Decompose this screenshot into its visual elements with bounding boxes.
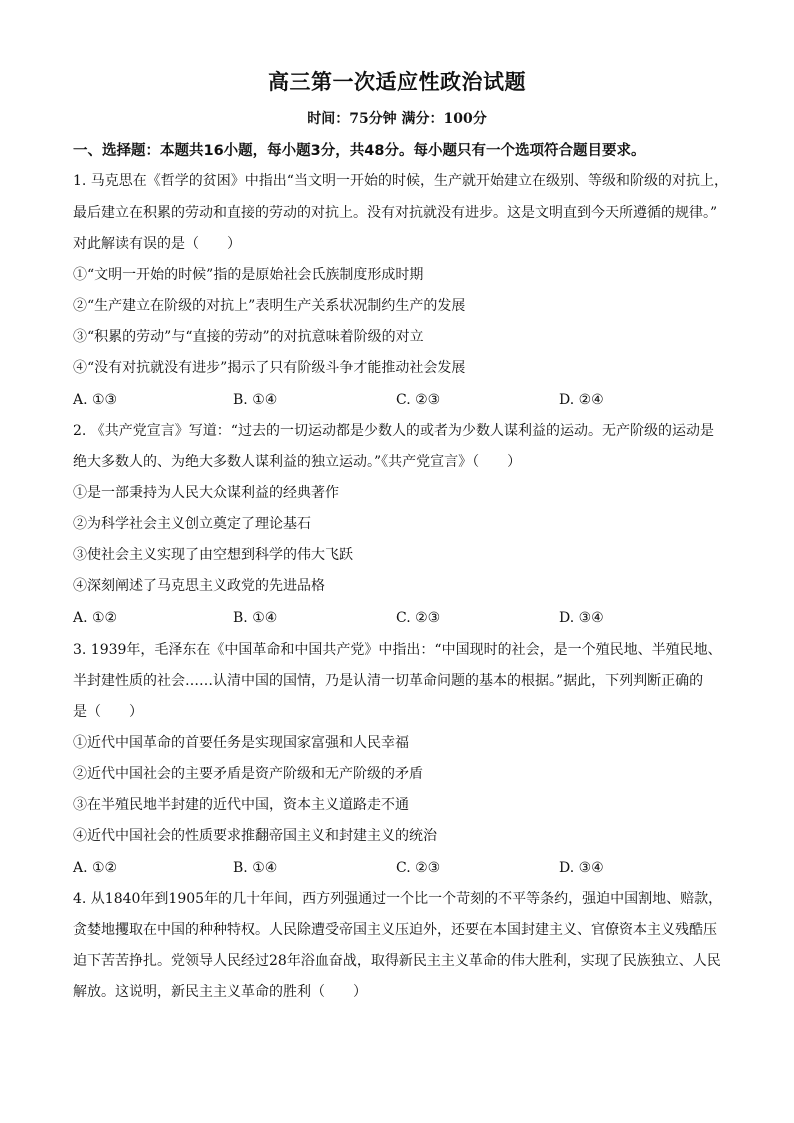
question-1-option-d[interactable]: D. ②④ [559, 392, 604, 408]
question-1-line: 1. 马克思在《哲学的贫困》中指出“当文明一开始的时候，生产就开始建立在级别、等级和阶级的对抗上， [73, 173, 728, 189]
question-2-statement: ④深刻阐述了马克思主义政党的先进品格 [73, 578, 325, 594]
page-title: 高三第一次适应性政治试题 [268, 70, 526, 94]
question-3-statement: ①近代中国革命的首要任务是实现国家富强和人民幸福 [73, 735, 409, 751]
question-3-line: 3. 1939年，毛泽东在《中国革命和中国共产党》中指出：“中国现时的社会，是一个殖民地、半殖民地、 [73, 642, 722, 658]
question-2-option-a[interactable]: A. ①② [73, 610, 118, 626]
question-1-option-a[interactable]: A. ①③ [73, 392, 118, 408]
question-3-option-a[interactable]: A. ①② [73, 860, 118, 876]
question-4-line: 解放。这说明，新民主主义革命的胜利（ ） [73, 984, 367, 1000]
question-2-statement: ③使社会主义实现了由空想到科学的伟大飞跃 [73, 547, 353, 563]
question-3-line: 半封建性质的社会……认清中国的国情，乃是认清一切革命问题的基本的根据。”据此，下列判断正确的 [73, 673, 704, 689]
question-4-line: 贪婪地攫取在中国的种种特权。人民除遭受帝国主义压迫外，还要在本国封建主义、官僚资本主义残酷压 [73, 922, 717, 938]
question-1-statement: ③“积累的劳动”与“直接的劳动”的对抗意味着阶级的对立 [73, 329, 424, 345]
question-3-statement: ④近代中国社会的性质要求推翻帝国主义和封建主义的统治 [73, 828, 437, 844]
question-2-line: 2. 《共产党宣言》写道：“过去的一切运动都是少数人的或者为少数人谋利益的运动。无产阶级的运动是 [73, 423, 714, 439]
question-1-option-c[interactable]: C. ②③ [396, 392, 441, 408]
question-2-option-c[interactable]: C. ②③ [396, 610, 441, 626]
question-1-statement: ④“没有对抗就没有进步”揭示了只有阶级斗争才能推动社会发展 [73, 360, 466, 376]
question-4-line: 迫下苦苦挣扎。党领导人民经过28年浴血奋战，取得新民主主义革命的伟大胜利，实现了民族独立、人民 [73, 953, 721, 969]
question-3-option-b[interactable]: B. ①④ [233, 860, 278, 876]
question-3-statement: ②近代中国社会的主要矛盾是资产阶级和无产阶级的矛盾 [73, 766, 423, 782]
question-3-option-c[interactable]: C. ②③ [396, 860, 441, 876]
question-2-statement: ①是一部秉持为人民大众谋利益的经典著作 [73, 485, 339, 501]
question-3-option-d[interactable]: D. ③④ [559, 860, 604, 876]
exam-time-score: 时间：75分钟 满分：100分 [307, 111, 487, 127]
section-heading: 一、选择题：本题共16小题，每小题3分，共48分。每小题只有一个选项符合题目要求。 [73, 143, 646, 159]
question-1-statement: ①“文明一开始的时候”指的是原始社会氏族制度形成时期 [73, 267, 424, 283]
question-3-statement: ③在半殖民地半封建的近代中国，资本主义道路走不通 [73, 797, 409, 813]
question-1-option-b[interactable]: B. ①④ [233, 392, 278, 408]
question-2-option-d[interactable]: D. ③④ [559, 610, 604, 626]
question-2-statement: ②为科学社会主义创立奠定了理论基石 [73, 516, 311, 532]
question-4-line: 4. 从1840年到1905年的几十年间，西方列强通过一个比一个苛刻的不平等条约，强迫中国割地、赔款， [73, 891, 723, 907]
question-3-line: 是（ ） [73, 704, 143, 720]
question-1-statement: ②“生产建立在阶级的对抗上”表明生产关系状况制约生产的发展 [73, 298, 466, 314]
question-2-option-b[interactable]: B. ①④ [233, 610, 278, 626]
question-2-line: 绝大多数人的、为绝大多数人谋利益的独立运动。”《共产党宣言》（ ） [73, 454, 522, 470]
question-1-line: 对此解读有误的是（ ） [73, 236, 241, 252]
question-1-line: 最后建立在积累的劳动和直接的劳动的对抗上。没有对抗就没有进步。这是文明直到今天所遵循的规律。” [73, 205, 718, 221]
